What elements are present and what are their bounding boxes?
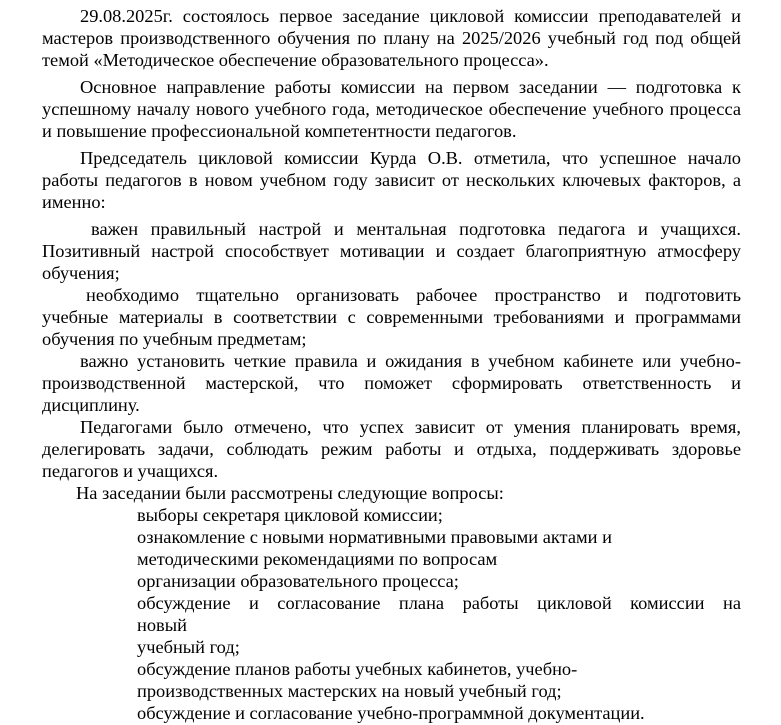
agenda-item-5: обсуждение и согласование учебно-программной документации. [137,703,645,723]
paragraph-7-line-3: педагогов и учащихся. [42,461,219,481]
paragraph-3-line-3: именно: [42,192,106,212]
paragraph-1-line-2: мастеров производственного обучения по плану на 2025/2026 учебный год под общей [42,28,741,48]
paragraph-5-line-2: учебные материалы в соответствии с современными требованиями и программами [42,307,741,327]
agenda-item-1: выборы секретаря цикловой комиссии; [137,505,443,525]
paragraph-5-line-1: необходимо тщательно организовать рабочее пространство и подготовить [86,285,741,305]
paragraph-3-line-2: работы педагогов в новом учебном году зависит от нескольких ключевых факторов, а [42,170,741,190]
agenda-item-3-line-3: учебный год; [137,637,240,657]
paragraph-2-line-2: успешному началу нового учебного года, методическое обеспечение учебного процесса [42,99,741,119]
agenda-item-3-line-2: новый [137,615,187,635]
agenda-item-4-line-2: производственных мастерских на новый учебный год; [137,681,562,701]
agenda-item-3-line-1: обсуждение и согласование плана работы цикловой комиссии на [137,593,741,613]
paragraph-2-line-1: Основное направление работы комиссии на первом заседании — подготовка к [80,77,741,97]
paragraph-7-line-2: делегировать задачи, соблюдать режим работы и отдыха, поддерживать здоровье [42,439,741,459]
paragraph-2-line-3: и повышение профессиональной компетентности педагогов. [42,121,517,141]
paragraph-6-line-3: дисциплину. [42,395,140,415]
paragraph-6-line-2: производственной мастерской, что поможет сформировать ответственность и [42,373,741,393]
paragraph-4-line-3: обучения; [42,263,120,283]
agenda-item-2-line-3: организации образовательного процесса; [137,571,459,591]
paragraph-3-line-1: Председатель цикловой комиссии Курда О.В. отметила, что успешное начало [80,148,741,168]
paragraph-1-line-1: 29.08.2025г. состоялось первое заседание цикловой комиссии преподавателей и [80,6,741,26]
paragraph-5-line-3: обучения по учебным предметам; [42,329,307,349]
paragraph-4-line-1: важен правильный настрой и ментальная подготовка педагога и учащихся. [91,219,741,239]
agenda-item-2-line-2: методическими рекомендациями по вопросам [137,549,498,569]
paragraph-6-line-1: важно установить четкие правила и ожидания в учебном кабинете или учебно- [80,351,741,371]
paragraph-4-line-2: Позитивный настрой способствует мотивации и создает благоприятную атмосферу [42,241,741,261]
paragraph-1-line-3: темой «Методическое обеспечение образовательного процесса». [42,50,549,70]
agenda-item-4-line-1: обсуждение планов работы учебных кабинетов, учебно- [137,659,578,679]
agenda-item-2-line-1: ознакомление с новыми нормативными правовыми актами и [137,527,612,547]
paragraph-7-line-1: Педагогами было отмечено, что успех зависит от умения планировать время, [80,417,741,437]
paragraph-8-line-1: На заседании были рассмотрены следующие вопросы: [76,483,504,503]
